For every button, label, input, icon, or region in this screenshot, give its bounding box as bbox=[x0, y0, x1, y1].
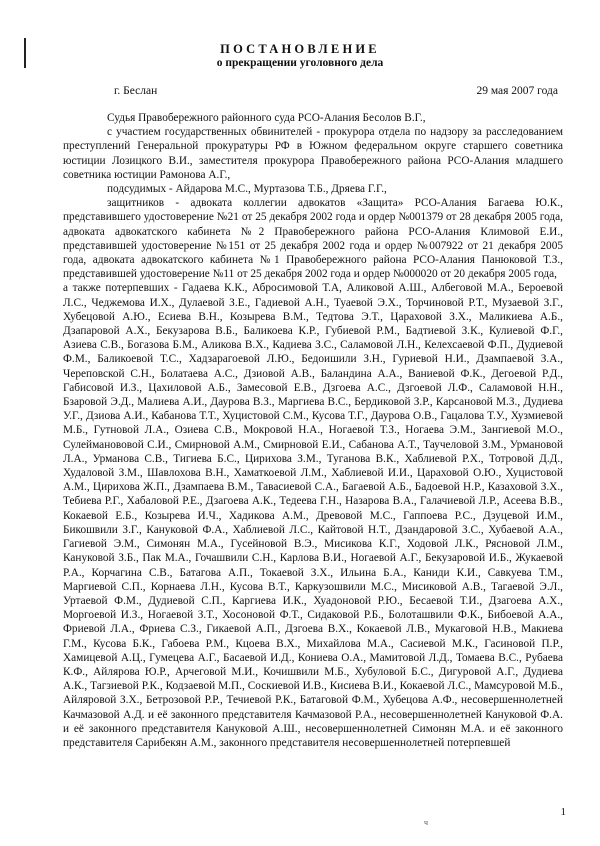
judge-paragraph: Судья Правобережного районного суда РСО-Алания Бесолов В.Г., bbox=[107, 112, 426, 124]
document-subtitle: о прекращении уголовного дела bbox=[216, 57, 384, 69]
page-mark: ч bbox=[424, 818, 429, 827]
defenders-paragraph: защитников - адвоката коллегии адвокатов «Защита» РСО-Алания Багаева Ю.К., представившего удостоверение №21 от 25 декабря 2002 года и ордер №001379 от 28 декабря 2005 года, адвоката адвокатского кабинета №2 Правобережного района РСО-Алания Климовой Е.И., представившей удостоверение №151 от 25 декабря 2002 года и ордер №007922 от 21 декабря 2005 года, адвоката адвокатского кабинета №1 Правобережного района РСО-Алания Панюковой Т.З., представившей удостоверение №11 от 25 декабря 2002 года и ордер №000020 от 20 декабря 2005 года, bbox=[63, 197, 563, 281]
page-number: 1 bbox=[560, 806, 566, 818]
document-place: г. Беслан bbox=[114, 85, 158, 97]
document-body bbox=[63, 111, 563, 750]
document-title: ПОСТАНОВЛЕНИЕ bbox=[220, 42, 380, 56]
prosecutors-paragraph: с участием государственных обвинителей - прокурора отдела по надзору за расследованием преступлений Генеральной прокуратуры РФ в Южном федеральном округе старшего советника юстиции Лозицкого В.И., заместителя прокурора Правобережного района РСО-Алания младшего советника юстиции Рамонова А.Г., bbox=[63, 126, 563, 181]
document-date: 29 мая 2007 года bbox=[476, 85, 558, 97]
defendants-paragraph: подсудимых - Айдарова М.С., Муртазова Т.Б., Дряева Г.Г., bbox=[107, 183, 387, 196]
victims-paragraph: а также потерпевших - Гадаева К.К., Абросимовой Т.А, Аликовой А.Ш., Албеговой М.А., Бероевой Л.С., Чеджемова И.Х., Дулаевой З.Е., Гадиевой А.Н., Туаевой Э.Х., Торчиновой Р.Т., Музаевой З.Г., Хубецовой А.Ю., Есиева В.Н., Козырева В.М., Тедтова Э.Т., Цараховой З.Х., Маликиева А.Б., Дзапаровой А.Х., Бекузарова В.Б., Баликоева К.Р., Губиевой Р.М., Бадтиевой З.К., Кулиевой Ф.Г., Азиева С.В., Богазова Б.М., Аликова В.Х., Кадиева З.С., Саламовой Л.Н., Келехсаевой Ф.П., Дудиевой Ф.М., Баликоевой Т.С., Хадзарагоевой Л.Ю., Бедоишили З.Н., Гуриевой Н.И., Дзампаевой З.А., Череповской С.Н., Болатаева А.С., Дзиовой А.В., Баландина А.А., Ваниевой Ф.К., Дегоевой Р.Д., Габисовой И.З., Цахиловой А.Б., Замесовой Е.В., Дзгоева А.С., Дзгоевой Л.Ф., Саламовой Н.Н., Бзаровой Э.Д., Малиева А.И., Даурова В.З., Маргиева В.С., Бердиковой З.Р., Карсановой М.З., Дудиева У.Г., Дзиова А.И., Кабанова Т.Т., Хуцистовой С.М., Кусова Т.Г., Даурова О.В., Гацалова Т.У., Хузмиевой М.Б., Гутновой Л.А., Озиева С.В., Мокровой Н.А., Ногаевой Т.З., Ногаева Э.М., Зангиевой М.О., Сулейманововой С.И., Смирновой А.М., Смирновой Е.И., Сабанова А.Т., Таучеловой З.М., Урмановой Л.А., Урманова С.В., Тигиева Б.С., Цирихова З.М., Туганова В.К., Хаблиевой Р.Х., Тотровой Д.Д., Худаловой З.М., Шавлохова В.Н., Хаматкоевой Л.М., Хаблиевой И.И., Цараховой О.Ю., Хуцистовой А.М., Цирихова Ж.П., Дзампаева В.М., Тавасиевой С.А., Багаевой А.Б., Бадоевой Н.Р., Казаховой З.Х., Тебиева Р.Г., Хабаловой Р.Е., Дзагоева А.К., Тедеева Г.Н., Назарова В.А., Галачиевой Л.Р., Асеева В.В., Кокаевой Е.Б., Козырева И.Ч., Хадикова А.М., Древовой М.С., Гаппоева Р.С., Дзуцевой И.М., Бикошвили З.Г., Кануковой Ф.А., Хаблиевой Л.С., Кайтовой Н.Т., Дзандаровой З.С., Хубаевой А.А., Гагиевой Э.М., Симонян М.А., Гусейновой В.Э., Мисикова К.Г., Ходовой Л.К., Рясновой Л.М., Кануковой З.Б., Пак М.А., Гочашвили С.Н., Карлова В.И., Ногаевой А.Г., Бекузаровой И.Б., Жукаевой Р.А., Корчагина С.В., Батагова А.П., Токаевой З.Х., Ильина Б.А., Каниди К.И., Савкуева Т.М., Маргиевой С.П., Корнаева Л.Н., Кусова В.Т., Каркузошвили М.С., Мисиковой А.В., Тагаевой Э.Л., Уртаевой Ф.М., Дудиевой С.П., Каргиева И.К., Хуадоновой Р.Ю., Бесаевой Т.И., Дзагоева А.Х., Моргоевой И.З., Ногаевой З.Т., Хосоновой Ф.Т., Сидаковой Р.Б., Болоташвили Ф.К., Бибоевой А.А., Фриевой Л.А., Фриева С.З., Гикаевой А.П., Дзгоева В.Х., Кокаевой Л.В., Мукаговой Н.В., Макиева Г.М., Кусова Б.К., Габоева Р.М., Кцоева В.Х., Михайлова М.А., Сасиевой М.К., Гасиновой П.Р., Хамицевой А.Ц., Гумецева А.Г., Басаевой И.Д., Кониева О.А., Мамитовой Л.Д., Томаева В.С., Рубаева К.Ф., Айлярова Ю.Р., Арчеговой М.И., Кочишвили М.Б., Хубуловой Б.С., Дигуровой А.Г., Дудиева А.К., Тагзиевой Р.К., Кодзаевой М.П., Соскиевой И.В., Кисиева В.И., Кокаевой Л.С., Мамсуровой М.Б., Айляровой З.Х., Бетрозовой Р.Р., Течиевой Р.К., Батаговой Ф.М., Хубецова А.Ф., несовершеннолетней Качмазовой А.Д. и её законного представителя Качмазовой Р.А., несовершеннолетней Кануковой Ф.А. и её законного представителя Кануковой А.Ш., несовершеннолетней Симонян М.А. и её законного представителя Сарибекян А.М., законного представителя несовершеннолетней потерпевшей bbox=[63, 282, 563, 749]
